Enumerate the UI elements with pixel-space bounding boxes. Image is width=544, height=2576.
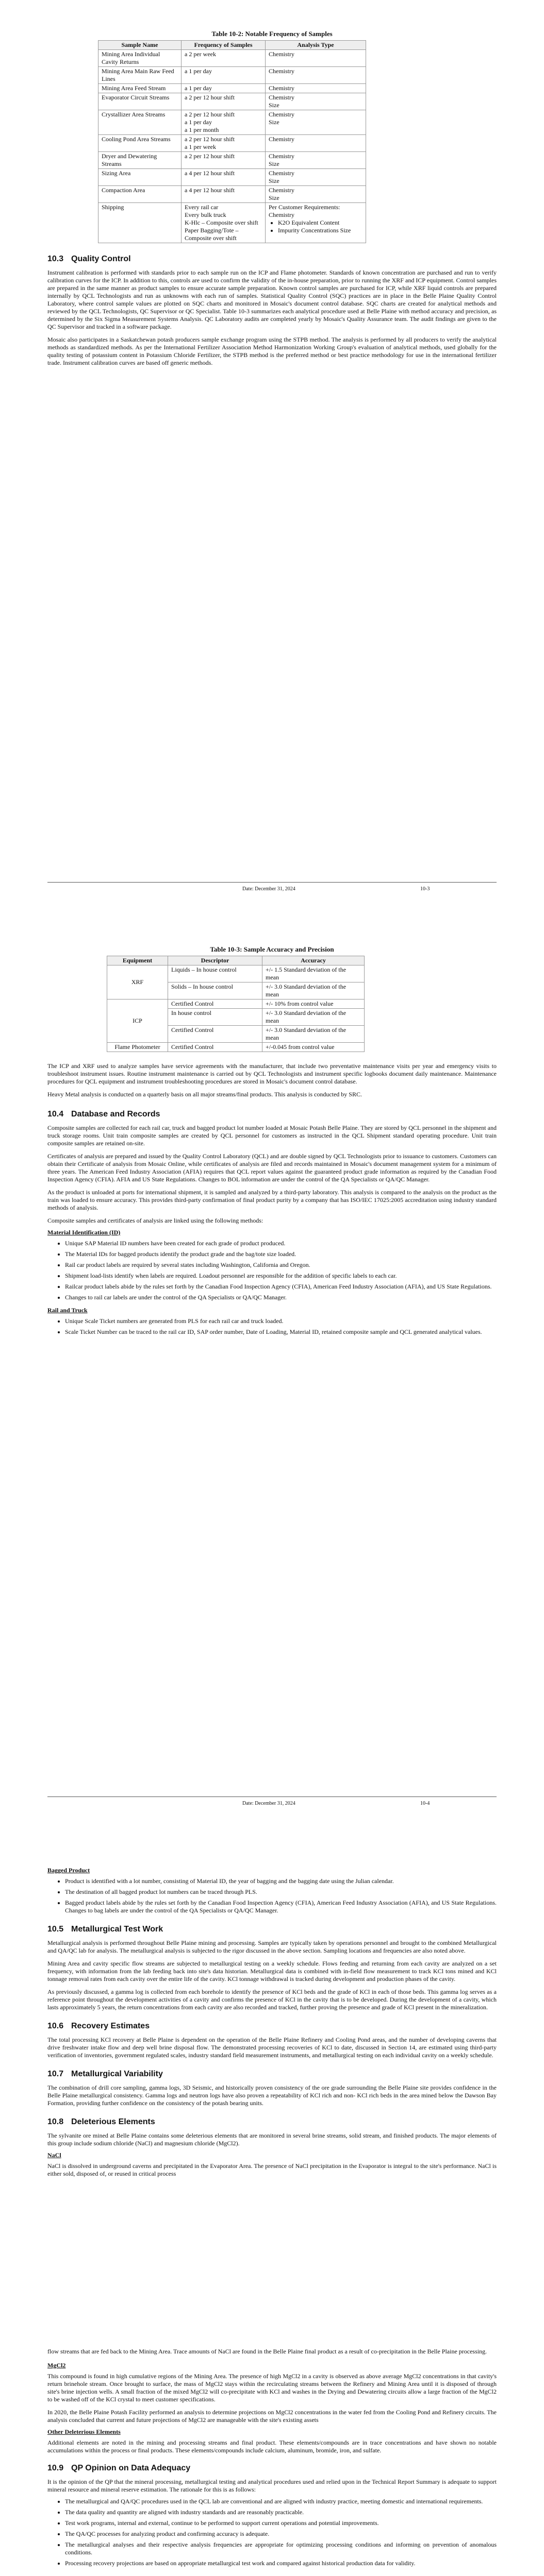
paragraph: Instrument calibration is performed with standards prior to each sample run on the ICP and Flame photometer. Standards of known concentration are purchased and run to verify calibration curves for the ICP. In addition to this, controls are used to confirm the validity of the in-house preparation, prior to running the XRF and ICP equipment. Control samples are prepared in the same manner as product samples to ensure accurate sample preparation. Known control samples are purchased for ICP, while XRF liquid controls are prepared internally by QCL Technologists and run as unknowns with each run of samples. Statistical Quality Control (SQC) practices are in place in the Belle Plaine Quality Control Laboratory, where control sample values are plotted on SQC charts and monitored in Mosaic's document control database. SQC charts are created for analytical methods and reviewed by the QCL Technologists, QC Supervisor or QC Specialist. Table 10-3 summarizes each analytical procedure used at Belle Plaine with method accuracy and precision, as determined by the Six Sigma Measurement Systems Analysis. QC Laboratory audits are completed yearly by Mosaic's Quality Assurance team. The audit findings are given to the QC Supervisor and tracked in a software package. [47,269,497,330]
section-number: 10.4 [47,1110,64,1118]
section-10-5-heading [47,1925,497,1934]
descriptor-cell: Liquids – In house control [168,965,262,982]
table-row [98,203,366,243]
section-title: QP Opinion on Data Adequacy [71,2464,191,2472]
sample-accuracy-table [107,956,365,1052]
paragraph: Additional elements are noted in the mining and processing streams and final product. These elements/compounds are in trace concentrations and have shown no notable accumulations within the process or final products. These elements/compounds include calcium, aluminum, bromide, iron, and sulfate. [47,2439,497,2454]
analysis-type-cell [266,135,366,152]
list-item: • Unique Scale Ticket numbers are generated from PLS for each rail car and truck loaded. [65,1317,497,1325]
rail-truck-list [47,1317,497,1336]
section-10-6-heading [47,2022,497,2031]
footer-rule [47,882,497,883]
col-header-frequency: Frequency of Samples [182,41,266,50]
frequency-line: a 2 per 12 hour shift [185,152,235,160]
page-10-3 [0,0,544,920]
frequency-cell [182,203,266,243]
list-item: • Railcar product labels abide by the rules set forth by the Canadian Food Inspection Agency (CFIA), American Feed Industry Association (AFIA), and US State Regulations. [65,1283,497,1291]
frequency-line: a 2 per 12 hour shift [185,94,235,101]
paragraph: The total processing KCl recovery at Belle Plaine is dependent on the operation of the Belle Plaine Refinery and Cooling Pond areas, and the number of developing caverns that drive freshwater intake flow and deep well brine disposal flow. The demonstrated processing recoveries of KCl to date, discussed in Section 14, are estimated using third-party verification of inventories, government regulated scales, industry standard field measurement instruments, and metallurgical testing on each individual cavity on a weekly schedule. [47,2036,497,2059]
frequency-line: a 1 per month [185,126,219,133]
analysis-line: Chemistry [269,67,294,75]
frequency-line: a 2 per 12 hour shift [185,111,235,118]
paragraph: NaCl is dissolved in underground caverns and precipitated in the Evaporator Area. The presence of NaCl precipitation in the Evaporator is integral to the site's performance. NaCl is either sold, disposed of, or reused in critical process [47,2162,497,2177]
accuracy-cell: +/-0.045 from control value [262,1043,365,1052]
descriptor-cell: Certified Control [168,1043,262,1052]
descriptor-cell: Certified Control [168,999,262,1009]
frequency-line: a 1 per week [185,143,216,150]
sample-name-cell: Sizing Area [98,169,182,186]
analysis-type-cell [266,203,366,243]
section-10-4-heading [47,1110,497,1119]
section-10-9-heading [47,2464,497,2473]
section-title: Metallurgical Variability [71,2070,163,2078]
analysis-type-cell [266,50,366,67]
qp-rationale-list [47,2498,497,2567]
footer-page-number: 10-3 [420,886,430,892]
paragraph: Mosaic also participates in a Saskatchewan potash producers sample exchange program using the STPB method. The analysis is performed by all producers to verify the analytical methods as standardized methods. As per the International Fertilizer Association Method Harmonization Working Group's evaluation of analytical methods, used globally for the quality testing of potassium content in Potassium Chloride Fertilizer, the STPB method is the preferred method or best practice methodology for use in the international fertilizer trade. Instrument calibration curves are based off generic methods. [47,336,497,366]
table-10-2-caption: Table 10-2: Notable Frequency of Samples [211,30,333,38]
paragraph: It is the opinion of the QP that the mineral processing, metallurgical testing and analytical procedures used and relied upon in the Technical Report Summary is adequate to support mineral resource and mineral reserve estimation. The rationale for this is as follows: [47,2478,497,2493]
frequency-line: a 4 per 12 hour shift [185,187,235,194]
frequency-cell [182,84,266,93]
section-title: Database and Records [71,1110,160,1118]
col-header-descriptor: Descriptor [168,956,262,965]
section-number: 10.7 [47,2070,64,2078]
frequency-line: a 2 per week [185,50,216,58]
list-item: • The data quality and quantity are aligned with industry standards and are reasonably practicable. [65,2509,497,2516]
paragraph: Heavy Metal analysis is conducted on a quarterly basis on all major streams/final products. This analysis is conducted by SRC. [47,1091,362,1098]
table-row [98,169,366,186]
paragraph: As previously discussed, a gamma log is collected from each borehole to identify the presence of KCl beds and the grade of KCl in each of those beds. This gamma log serves as a reference point throughout the development activities of a cavity and confirms the presence of KCl in the cavity that is to be developed. During the development of a cavity, which lasts approximately 5 years, the return concentrations from each cavity are also recorded and tracked, further proving the presence and grade of KCl present in the mineralization. [47,1988,497,2011]
analysis-type-cell [266,84,366,93]
analysis-line: Size [269,177,279,184]
rail-truck-heading: Rail and Truck [47,1307,88,1314]
analysis-type-cell [266,110,366,135]
section-10-7-heading [47,2070,497,2079]
accuracy-cell: +/- 1.5 Standard deviation of the mean [262,965,365,982]
frequency-line: a 2 per 12 hour shift [185,135,235,143]
frequency-line: K-Hlc – Composite over shift [185,219,258,226]
list-item: • The metallurgical analyses and their respective analysis frequencies are appropriate for optimizing processing conditions and informing on prevention of anomalous conditions. [65,2541,497,2556]
paragraph: Composite samples and certificates of analysis are linked using the following methods: [47,1217,263,1224]
analysis-bullets [269,219,362,234]
frequency-cell [182,110,266,135]
frequency-cell [182,67,266,84]
table-row [98,110,366,135]
page-10-4 [0,920,544,1842]
col-header-analysis-type: Analysis Type [266,41,366,50]
bagged-product-heading: Bagged Product [47,1867,90,1874]
list-item: • Changes to rail car labels are under the control of the QA Specialists or QA/QC Manager. [65,1294,497,1301]
analysis-line: Chemistry [269,211,294,218]
paragraph: Metallurgical analysis is performed throughout Belle Plaine mining and processing. Samples are typically taken by operations personnel and brought to the combined Metallurgical and QA/QC lab for analysis. The metallurgical analysis is subjected to the rigor discussed in the above section. Sampling locations and frequencies are also noted above. [47,1939,497,1954]
analysis-type-cell [266,152,366,169]
paragraph: The sylvanite ore mined at Belle Plaine contains some deleterious elements that are monitored in several brine streams, solid stream, and finished products. The major elements of this group include sodium chloride (NaCl) and magnesium chloride (MgCl2). [47,2132,497,2147]
table-row [98,152,366,169]
table-row [98,93,366,110]
frequency-line: Paper Bagging/Tote – Composite over shift [185,227,239,242]
table-row [107,965,365,982]
paragraph-continued: flow streams that are fed back to the Mining Area. Trace amounts of NaCl are found in the Belle Plaine final product as a result of co-precipitation in the Belle Plaine processing. [47,2348,487,2355]
table-header-row [98,41,366,50]
bagged-product-list [47,1877,497,1914]
analysis-type-cell [266,93,366,110]
section-10-8-heading [47,2117,497,2127]
section-title: Deleterious Elements [71,2117,155,2126]
list-item: • Shipment load-lists identify when labels are required. Loadout personnel are responsible for the addition of specific labels to each car. [65,1272,497,1280]
list-item: • Bagged product labels abide by the rules set forth by the Canadian Food Inspection Agency (CFIA), American Feed Industry Association (AFIA), and US State Regulations. Changes to bag labels are under the control of the QA Specialists or QA/QC Manager. [65,1899,497,1914]
frequency-line: Every rail car [185,204,219,211]
frequency-cell [182,50,266,67]
analysis-line: Chemistry [269,84,294,92]
list-item: • Unique SAP Material ID numbers have been created for each grade of product produced. [65,1240,497,1247]
equipment-cell: Flame Photometer [107,1043,168,1052]
equipment-cell: ICP [107,999,168,1043]
sample-frequency-table [98,40,366,243]
analysis-line: Chemistry [269,170,294,177]
table-row [98,135,366,152]
section-title: Quality Control [71,255,131,263]
section-10-3-heading [47,255,497,264]
footer-page-number: 10-4 [420,1801,430,1806]
paragraph: Composite samples are collected for each rail car, truck and bagged product lot number loaded at Mosaic Potash Belle Plaine. They are stored by QCL personnel in the shipment and truck storage rooms. Unit train composite samples are created by QCL personnel for customers as instructed in the QCL Shipment standard operating procedure. Unit train composite samples are retained on-site. [47,1124,497,1147]
frequency-cell [182,93,266,110]
analysis-line: Chemistry [269,50,294,58]
descriptor-cell: Solids – In house control [168,982,262,999]
material-id-heading: Material Identification (ID) [47,1229,121,1236]
list-item: • Impurity Concentrations Size [278,227,362,234]
sample-name-cell: Dryer and Dewatering Streams [98,152,182,169]
section-title: Recovery Estimates [71,2022,150,2030]
list-item: • The QA/QC processes for analyzing product and confirming accuracy is adequate. [65,2530,497,2538]
section-number: 10.8 [47,2117,64,2126]
table-row [98,186,366,203]
page-2-content [47,945,497,1339]
sample-name-cell: Cooling Pond Area Streams [98,135,182,152]
mgcl2-heading: MgCl2 [47,2362,66,2369]
list-item: • Test work programs, internal and external, continue to be performed to support current operations and potential improvements. [65,2519,497,2527]
analysis-line: Chemistry [269,135,294,143]
table-row [98,50,366,67]
list-item: • Rail car product labels are required by several states including Washington, California and Oregon. [65,1261,497,1269]
table-row [98,84,366,93]
table-10-3-caption: Table 10-3: Sample Accuracy and Precision [210,945,334,953]
analysis-line: Chemistry [269,94,294,101]
accuracy-cell: +/- 3.0 Standard deviation of the mean [262,1009,365,1026]
frequency-line: Every bulk truck [185,211,226,218]
frequency-cell [182,135,266,152]
footer-date: Date: December 31, 2024 [242,886,295,892]
descriptor-cell: Certified Control [168,1026,262,1043]
section-number: 10.6 [47,2022,64,2030]
analysis-line: Per Customer Requirements: [269,204,340,211]
material-id-list [47,1240,497,1301]
sample-name-cell: Evaporator Circuit Streams [98,93,182,110]
accuracy-cell: +/- 3.0 Standard deviation of the mean [262,1026,365,1043]
accuracy-cell: +/- 3.0 Standard deviation of the mean [262,982,365,999]
equipment-cell: XRF [107,965,168,999]
col-header-equipment: Equipment [107,956,168,965]
sample-name-cell: Mining Area Feed Stream [98,84,182,93]
analysis-line: Size [269,160,279,167]
analysis-type-cell [266,186,366,203]
section-number: 10.5 [47,1925,64,1934]
col-header-accuracy: Accuracy [262,956,365,965]
frequency-cell [182,169,266,186]
footer-date: Date: December 31, 2024 [242,1801,295,1806]
paragraph: The combination of drill core sampling, gamma logs, 3D Seismic, and historically proven consistency of the ore grade surrounding the Belle Plaine site provides confidence in the Belle Plaine metallurgical consistency. Gamma logs and neutron logs have also proven a repeatability of KCl rich and non- KCl rich beds in the area mined below the Dawson Bay Formation, providing further confidence on the consistency of the potash bearing units. [47,2084,497,2107]
sample-name-cell: Crystallizer Area Streams [98,110,182,135]
analysis-type-cell [266,169,366,186]
frequency-line: a 1 per day [185,84,212,92]
analysis-line: Chemistry [269,152,294,160]
paragraph: Mining Area and cavity specific flow streams are subjected to metallurgical testing on a weekly schedule. Flows feeding and returning from each cavity are analyzed on a set frequency, with information from the lab feeding back into site's data historian. Metallurgical data is combined with in-field flow measurement to track KCl tons mined and KCl tonnage removal rates from each cavity over the entire life of the cavity. KCl tonnage withdrawal is tracked during development and production phases of the cavity. [47,1960,497,1982]
list-item: • K2O Equivalent Content [278,219,362,227]
table-row [98,67,366,84]
list-item: • Product is identified with a lot number, consisting of Material ID, the year of bagging and the bagging date using the Julian calendar. [65,1877,497,1885]
frequency-line: a 1 per day [185,67,212,75]
table-row [107,999,365,1009]
col-header-sample-name: Sample Name [98,41,182,50]
page-10-5 [0,1842,544,2576]
sample-name-cell: Shipping [98,203,182,243]
analysis-line: Size [269,101,279,109]
nacl-heading: NaCl [47,2151,61,2159]
paragraph: This compound is found in high cumulative regions of the Mining Area. The presence of high MgCl2 in a cavity is observed as above average MgCl2 concentrations in that cavity's return brinehole stream. Once brought to surface, the mass of MgCl2 stays within the recirculating streams between the Refinery and Mining Area until it is disposed of through site's brine injection wells. A small fraction of the mixed MgCl2 will co-precipitate with KCl and washes in the Drying and Dewatering circuits allow a large fraction of the MgCl2 to be washed off of the KCl crystal to meet customer specifications. [47,2372,497,2403]
sample-name-cell: Compaction Area [98,186,182,203]
analysis-line: Size [269,118,279,126]
sample-name-cell: Mining Area Individual Cavity Returns [98,50,182,67]
paragraph: In 2020, the Belle Plaine Potash Facility performed an analysis to determine projections on MgCl2 concentrations in the water fed from the Cooling Pond and Refinery circuits. The analysis concluded that current and future projections of MgCl2 are manageable with the site's existing assets [47,2409,497,2424]
section-title: Metallurgical Test Work [71,1925,163,1934]
list-item: • The Material IDs for bagged products identify the product grade and the bag/tote size loaded. [65,1250,497,1258]
table-header-row [107,956,365,965]
frequency-line: a 1 per day [185,118,212,126]
analysis-line: Size [269,194,279,201]
analysis-line: Chemistry [269,111,294,118]
table-row [107,1043,365,1052]
paragraph: As the product is unloaded at ports for international shipment, it is sampled and analyzed by a third-party laboratory. This analysis is compared to the analysis on the product as the train was loaded to ensure accuracy. This provides third-party confirmation of final product purity by a company that has ISO/IEC 17025:2005 accreditation using industry standard methods of analysis. [47,1189,497,1211]
other-deleterious-heading: Other Deleterious Elements [47,2428,121,2435]
analysis-line: Chemistry [269,187,294,194]
section-number: 10.3 [47,255,64,263]
frequency-line: a 4 per 12 hour shift [185,170,235,177]
analysis-type-cell [266,67,366,84]
list-item: • The metallurgical and QA/QC procedures used in the QCL lab are conventional and are aligned with industry practice, meeting domestic and international requirements. [65,2498,497,2505]
accuracy-cell: +/- 10% from control value [262,999,365,1009]
descriptor-cell: In house control [168,1009,262,1026]
list-item: • Scale Ticket Number can be traced to the rail car ID, SAP order number, Date of Loading, Material ID, retained composite sample and QCL generated analytical values. [65,1328,497,1336]
sample-name-cell: Mining Area Main Raw Feed Lines [98,67,182,84]
section-number: 10.9 [47,2464,64,2472]
page-3-content [47,1867,497,2570]
list-item: • The destination of all bagged product lot numbers can be traced through PLS. [65,1888,497,1896]
list-item: • Processing recovery projections are based on appropriate metallurgical test work and compared against historical production data for validity. [65,2560,497,2567]
paragraph: Certificates of analysis are prepared and issued by the Quality Control Laboratory (QCL) and are double signed by QCL Technologists prior to issuance to customers. Customers can obtain their Certificate of analysis from Mosaic Online, while certificates of analysis are filed and records maintained in Mosaic's document management system for a minimum of three years. The American Feed Industry Association (AFIA) requires that QCL report values against the guaranteed product grade information as required by the Canadian Food Inspection Agency (CFIA). AFIA and US State Regulations. Changes to BOL information are under the control of the QA Specialists or QA/QC Manager. [47,1153,497,1183]
frequency-cell [182,186,266,203]
page-1-content [47,30,497,367]
frequency-cell [182,152,266,169]
paragraph: The ICP and XRF used to analyze samples have service agreements with the manufacturer, that include two preventative maintenance visits per year and emergency visits to troubleshoot instrument issues. Routine instrument maintenance is carried out by QCL Technologists and instrument specific logbooks document daily maintenance. Maintenance procedures for QCL equipment and instrument troubleshooting procedures are stored in Mosaic's document control database. [47,1062,497,1085]
